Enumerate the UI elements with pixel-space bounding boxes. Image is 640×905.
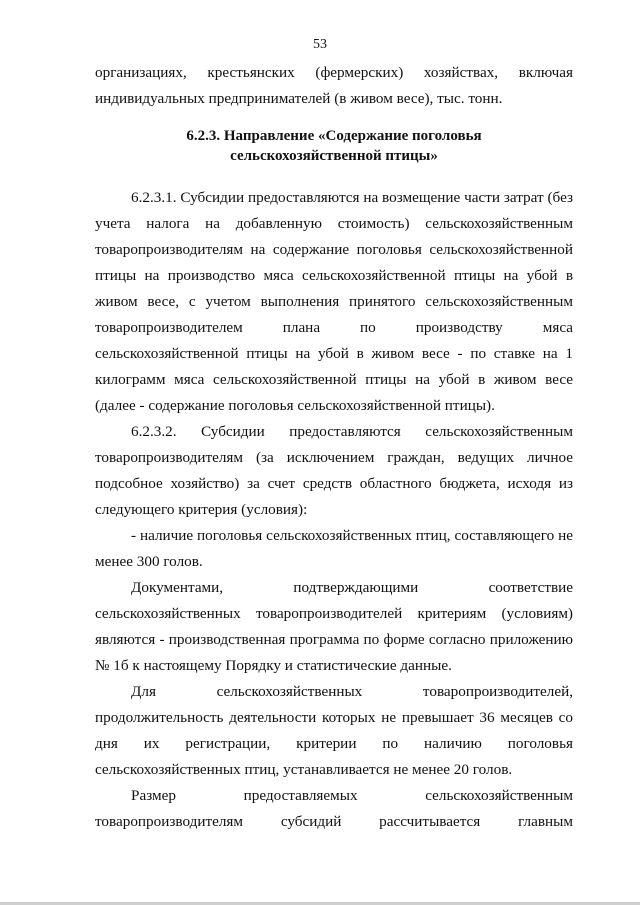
amount-word: главным [518, 813, 573, 830]
section-heading-line-1: 6.2.3. Направление «Содержание поголовья [186, 128, 482, 144]
paragraph-6-2-3-2: 6.2.3.2. Субсидии предоставляются сельскохозяйственным товаропроизводителям (за исключением граждан, ведущих личное подсобное хозяйство) за счет средств областного бюджета, исходя из следующего критерия (условия): [95, 423, 573, 518]
intro-word: включая [518, 64, 573, 81]
page-number: 53 [313, 37, 327, 52]
section-heading-line-2: сельскохозяйственной птицы» [230, 148, 438, 164]
amount-word: предоставляемых [243, 787, 358, 804]
intro-word: крестьянских [207, 64, 295, 81]
intro-word: хозяйствах, [423, 64, 499, 81]
paragraph-documents: Документами, подтверждающими соответствие сельскохозяйственных товаропроизводителей критериям (условиям) являются - производственная программа по форме согласно приложению № 1б к настоящему Порядку и статистические данные. [95, 579, 573, 674]
intro-line-1 [95, 60, 573, 86]
amount-word: Размер [131, 787, 176, 804]
intro-word: (фермерских) [315, 64, 404, 81]
paragraph-amount-line-2 [95, 809, 573, 835]
paragraph-criterion: - наличие поголовья сельскохозяйственных птиц, составляющего не менее 300 голов. [95, 527, 573, 570]
paragraph-6-2-3-1: 6.2.3.1. Субсидии предоставляются на возмещение части затрат (без учета налога на добавленную стоимость) сельскохозяйственным товаропроизводителям на содержание поголовья сельскохозяйственной птицы на производство мяса сельскохозяйственной птицы на убой в живом весе, с учетом выполнения принятого сельскохозяйственным товаропроизводителем плана по производству мяса сельскохозяйственной птицы на убой в живом весе - по ставке на 1 килограмм мяса сельскохозяйственной птицы на убой в живом весе (далее - содержание поголовья сельскохозяйственной птицы). [95, 189, 573, 414]
amount-word: сельскохозяйственным [425, 787, 573, 804]
paragraph-new-producers: Для сельскохозяйственных товаропроизводителей, продолжительность деятельности которых не превышает 36 месяцев со дня их регистрации, критерии по наличию поголовья сельскохозяйственных птиц, устанавливается не менее 20 голов. [95, 683, 573, 778]
amount-word: рассчитывается [379, 813, 481, 830]
amount-word: товаропроизводителям [95, 813, 244, 830]
intro-line-2: индивидуальных предпринимателей (в живом весе), тыс. тонн. [95, 90, 503, 107]
document-body [95, 60, 573, 835]
paragraph-amount-line-1 [95, 783, 573, 809]
amount-word: субсидий [280, 813, 342, 830]
section-heading [95, 126, 573, 166]
intro-word: организациях, [95, 64, 187, 81]
